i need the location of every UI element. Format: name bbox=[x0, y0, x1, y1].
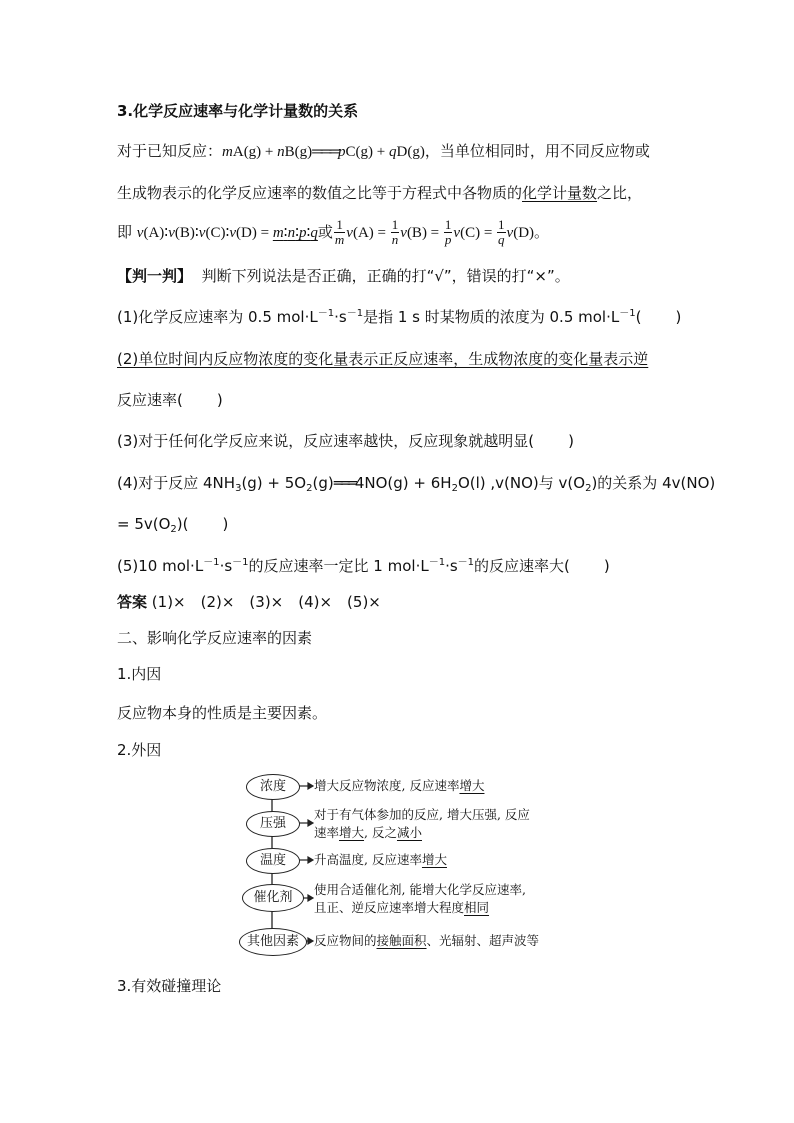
fraction-1-q: $\frac{1}{q}$ bbox=[498, 217, 505, 247]
fraction-1-m: $\frac{1}{m}$ bbox=[334, 217, 345, 247]
underlined-term: 增大 bbox=[421, 852, 447, 867]
text: 使用合适催化剂, 能增大化学反应速率, bbox=[314, 882, 526, 897]
section-3-title: 3.化学反应速率与化学计量数的关系 bbox=[117, 102, 359, 120]
underlined-term: 相同 bbox=[464, 900, 490, 915]
text: 反应物间的 bbox=[314, 933, 377, 948]
diagram-text-temperature bbox=[314, 851, 447, 869]
diagram-text-concentration bbox=[314, 777, 484, 795]
diagram-text-catalyst bbox=[314, 881, 526, 917]
text: (5)10 mol·L bbox=[117, 557, 204, 575]
node-catalyst: 催化剂 bbox=[242, 884, 304, 912]
underlined-term: 增大 bbox=[459, 778, 485, 793]
underlined-term: 化学计量数 bbox=[522, 184, 598, 202]
question-1: (1)化学反应速率为 0.5 $mol\cdot L^{-1}\cdot s^{-1}$是指 1 s 时某物质的浓度为 0.5 $mol\cdot L^{-1}$( ) bbox=[117, 308, 682, 326]
text: 即 bbox=[117, 223, 133, 241]
text: (3)对于任何化学反应来说，反应速率越快，反应现象就越明显( bbox=[117, 432, 535, 450]
node-other-factors: 其他因素 bbox=[239, 928, 307, 956]
answer-label: 答案 bbox=[117, 593, 148, 611]
text-prefix: 对于已知反应： bbox=[117, 142, 223, 160]
underlined-term: 增大 bbox=[339, 825, 365, 840]
text: 是指 1 s 时某物质的浓度为 0.5 mol·L bbox=[363, 308, 620, 326]
node-concentration: 浓度 bbox=[246, 774, 300, 800]
text: 对于有气体参加的反应, 增大压强, 反应 bbox=[314, 807, 530, 822]
text: (2)单位时间内反应物浓度的变化量表示正反应速率，生成物浓度的变化量表示逆 bbox=[117, 350, 649, 368]
diagram-text-pressure bbox=[314, 806, 530, 842]
question-5: (5)10 $mol\cdot L^{-1}\cdot s^{-1}$的反应速率一定比 1 $mol\cdot L^{-1}\cdot s^{-1}$的反应速率大( ) bbox=[117, 557, 610, 575]
text: 且正、逆反应速率增大程度 bbox=[314, 900, 465, 915]
text: 、光辐射、超声波等 bbox=[426, 933, 540, 948]
subsection-1-text: 反应物本身的性质是主要因素。 bbox=[117, 704, 328, 722]
question-2-line2: 反应速率( ) bbox=[117, 391, 223, 409]
question-4-line2: = $5v(O_2)$( ) bbox=[117, 515, 229, 535]
text: ,v(NO)与 v(O bbox=[490, 474, 586, 492]
question-2-line1 bbox=[117, 349, 648, 369]
reaction-equation: mA(g) + nB(g)═══pC(g) + qD(g) bbox=[222, 144, 425, 160]
judge-label: 【判一判】 bbox=[117, 267, 193, 285]
subsection-1-title: 1.内因 bbox=[117, 665, 162, 683]
text: (4)对于反应 4NH bbox=[117, 474, 236, 492]
subsection-3-title: 3.有效碰撞理论 bbox=[117, 977, 222, 995]
paragraph-ratio-line3: 即 v(A)∶v(B)∶v(C)∶v(D) = m∶n∶p∶q或 $\frac{1}{m}$ v(A) = $\frac{1}{n}$ v(B) = $\frac{1}{p}$ v(C) = $\frac{1}{q}$ v(D)。 bbox=[117, 217, 550, 247]
text: 的反应速率一定比 1 mol·L bbox=[248, 557, 429, 575]
text: 反应速率( bbox=[117, 391, 183, 409]
text: 之比， bbox=[597, 184, 643, 202]
question-3: (3)对于任何化学反应来说，反应速率越快，反应现象就越明显( ) bbox=[117, 432, 574, 450]
text: 生成物表示的化学反应速率的数值之比等于方程式中各物质的 bbox=[117, 184, 523, 202]
paragraph-reaction-line1 bbox=[117, 141, 650, 162]
text: 增大反应物浓度, 反应速率 bbox=[314, 778, 460, 793]
paragraph-reaction-line2 bbox=[117, 183, 642, 203]
text: = 5v(O bbox=[117, 515, 171, 533]
subsection-2-title: 2.外因 bbox=[117, 741, 162, 759]
text: , 反之 bbox=[364, 825, 397, 840]
text: 速率 bbox=[314, 825, 340, 840]
underlined-term: 接触面积 bbox=[376, 933, 427, 948]
text-suffix: ，当单位相同时，用不同反应物或 bbox=[424, 142, 650, 160]
node-pressure: 压强 bbox=[246, 811, 300, 837]
rate-ratio: v(A)∶v(B)∶v(C)∶v(D) = m∶n∶p∶q bbox=[136, 225, 318, 241]
fraction-1-n: $\frac{1}{n}$ bbox=[391, 217, 399, 247]
answer-line bbox=[117, 592, 381, 612]
text: 升高温度, 反应速率 bbox=[314, 852, 422, 867]
section-2-title: 二、影响化学反应速率的因素 bbox=[117, 629, 313, 647]
answer-text: (1)× (2)× (3)× (4)× (5)× bbox=[151, 593, 381, 611]
fraction-1-p: $\frac{1}{p}$ bbox=[444, 217, 452, 247]
diagram-text-other bbox=[314, 932, 539, 950]
question-4-line1: (4)对于反应 $4NH_3(g)$ + $5O_2(g)═══4NO(g) + 6H_2O(l)$ ,v(NO)与 $v(O_2)$的关系为 4v(NO) bbox=[117, 474, 716, 494]
text: (1)化学反应速率为 0.5 mol·L bbox=[117, 308, 318, 326]
text: )的关系为 4v(NO) bbox=[591, 474, 716, 492]
judge-instruction: 判断下列说法是否正确，正确的打“√”，错误的打“×”。 bbox=[201, 267, 570, 285]
judge-header bbox=[117, 266, 570, 286]
text: 的反应速率大( bbox=[474, 557, 570, 575]
node-temperature: 温度 bbox=[246, 848, 300, 874]
underlined-term: 减小 bbox=[396, 825, 422, 840]
